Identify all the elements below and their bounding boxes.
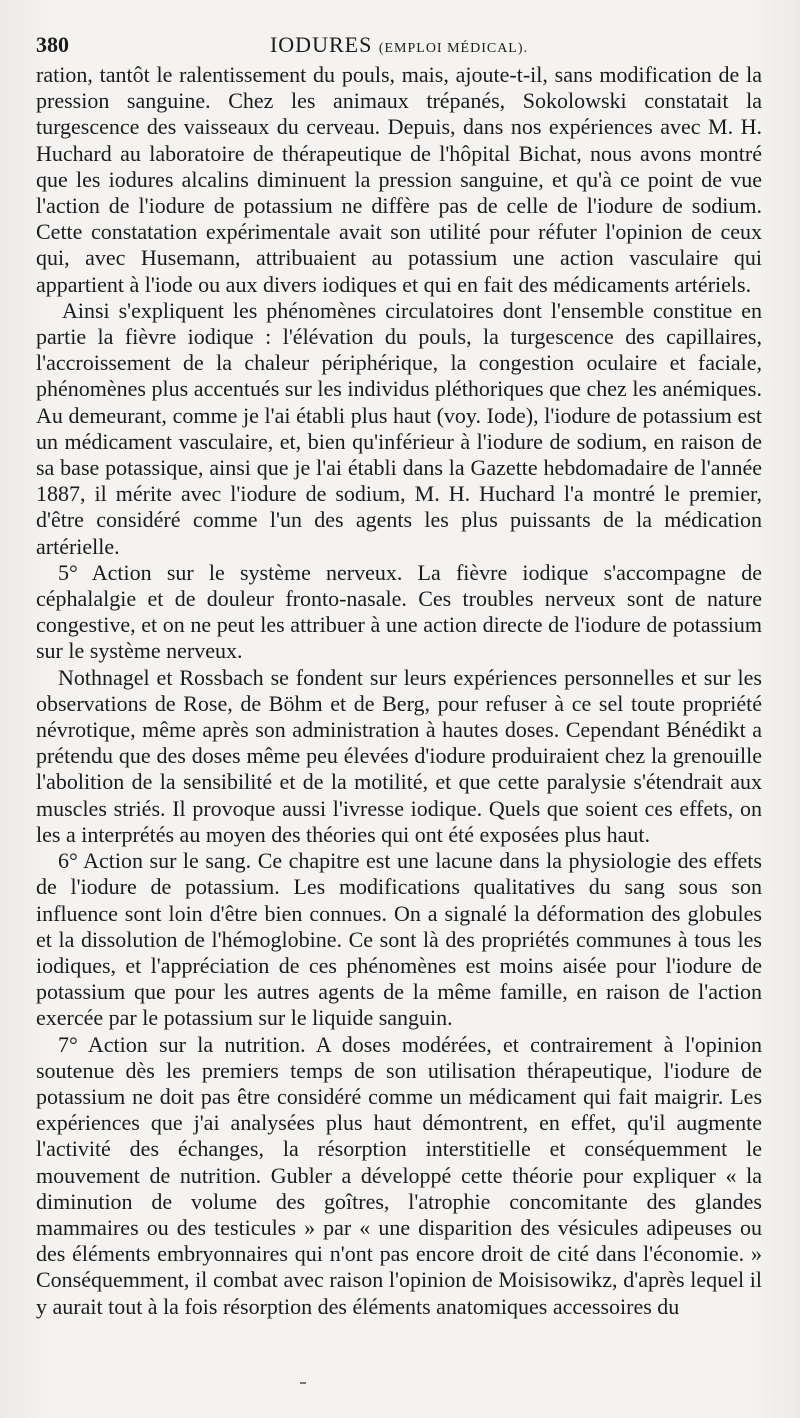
paragraph-5-blood: 6° Action sur le sang. Ce chapitre est une lacune dans la physiologie des effets de l'iodure de potassium. Les modifications qualitatives du sang sous son influence sont loin d'être bien connues. On a signalé la déformation des globules et la dissolution de l'hémoglobine. Ce sont là des propriétés communes à tous les iodiques, et l'appréciation de ces phénomènes est moins aisée pour l'iodure de potassium que pour les autres agents de la même famille, en raison de l'action exercée par le potassium sur le liquide sanguin. — [36, 848, 762, 1031]
paragraph-1: ration, tantôt le ralentissement du pouls, mais, ajoute-t-il, sans modification de la pression sanguine. Chez les animaux trépanés, Sokolowski constatait la turgescence des vaisseaux du cerveau. Depuis, dans nos expériences avec M. H. Huchard au laboratoire de thérapeutique de l'hôpital Bichat, nous avons montré que les iodures alcalins diminuent la pression sanguine, et qu'à ce point de vue l'action de l'iodure de potassium ne diffère pas de celle de l'iodure de sodium. Cette constatation expérimentale avait son utilité pour réfuter l'opinion de ceux qui, avec Husemann, attribuaient au potassium une action vasculaire qui appartient à l'iode ou aux divers iodiques et qui en fait des médicaments artériels. — [36, 62, 762, 297]
running-title — [36, 30, 762, 64]
paragraph-6-nutrition: 7° Action sur la nutrition. A doses modérées, et contrairement à l'opinion soutenue dès les premiers temps de son utilisation thérapeutique, l'iodure de potassium ne doit pas être considéré comme un médicament qui fait maigrir. Les expériences que j'ai analysées plus haut démontrent, en effet, qu'il augmente l'activité des échanges, la résorption interstitielle et conséquemment le mouvement de nutrition. Gubler a développé cette théorie pour expliquer « la diminution de volume des goîtres, l'atrophie concomitante des glandes mammaires ou des testicules » par « une disparition des vésicules adipeuses ou des éléments embryonnaires qui n'ont pas encore droit de cité dans l'économie. » Conséquemment, il combat avec raison l'opinion de Moisisowikz, d'après lequel il y aurait tout à la fois résorption des éléments anatomiques accessoires du — [36, 1031, 762, 1319]
paragraph-3-nervous-system: 5° Action sur le système nerveux. La fièvre iodique s'accompagne de céphalalgie et de douleur fronto-nasale. Ces troubles nerveux sont de nature congestive, et on ne peut les attribuer à une action directe de l'iodure de potassium sur le système nerveux. — [36, 559, 762, 664]
paragraph-4: Nothnagel et Rossbach se fondent sur leurs expériences personnelles et sur les observations de Rose, de Böhm et de Berg, pour refuser à ce sel toute propriété névrotique, même après son administration à hautes doses. Cependant Bénédikt a prétendu que des doses même peu élevées d'iodure produiraient chez la grenouille l'abolition de la sensibilité et de la motilité, et que cette paralysie s'étendrait aux muscles striés. Il provoque aussi l'ivresse iodique. Quels que soient ces effets, on les a interprétés au moyen des théories qui ont été exposées plus haut. — [36, 664, 762, 847]
page-body — [36, 62, 762, 1320]
printer-mark — [300, 1382, 306, 1384]
running-title-sub: (EMPLOI MÉDICAL). — [378, 41, 529, 56]
running-title-main: IODURES — [269, 32, 373, 57]
paragraph-2: Ainsi s'expliquent les phénomènes circulatoires dont l'ensemble constitue en partie la fièvre iodique : l'élévation du pouls, la turgescence des capillaires, l'accroissement de la chaleur périphérique, la congestion oculaire et faciale, phénomènes plus accentués sur les individus pléthoriques que chez les anémiques. Au demeurant, comme je l'ai établi plus haut (voy. Iode), l'iodure de potassium est un médicament vasculaire, et, bien qu'inférieur à l'iodure de sodium, en raison de sa base potassique, ainsi que je l'ai établi dans la Gazette hebdomadaire de l'année 1887, il mérite avec l'iodure de sodium, M. H. Huchard l'a montré le premier, d'être considéré comme l'un des agents les plus puissants de la médication artérielle. — [36, 297, 762, 559]
page-number: 380 — [36, 32, 69, 57]
running-header — [36, 30, 762, 60]
